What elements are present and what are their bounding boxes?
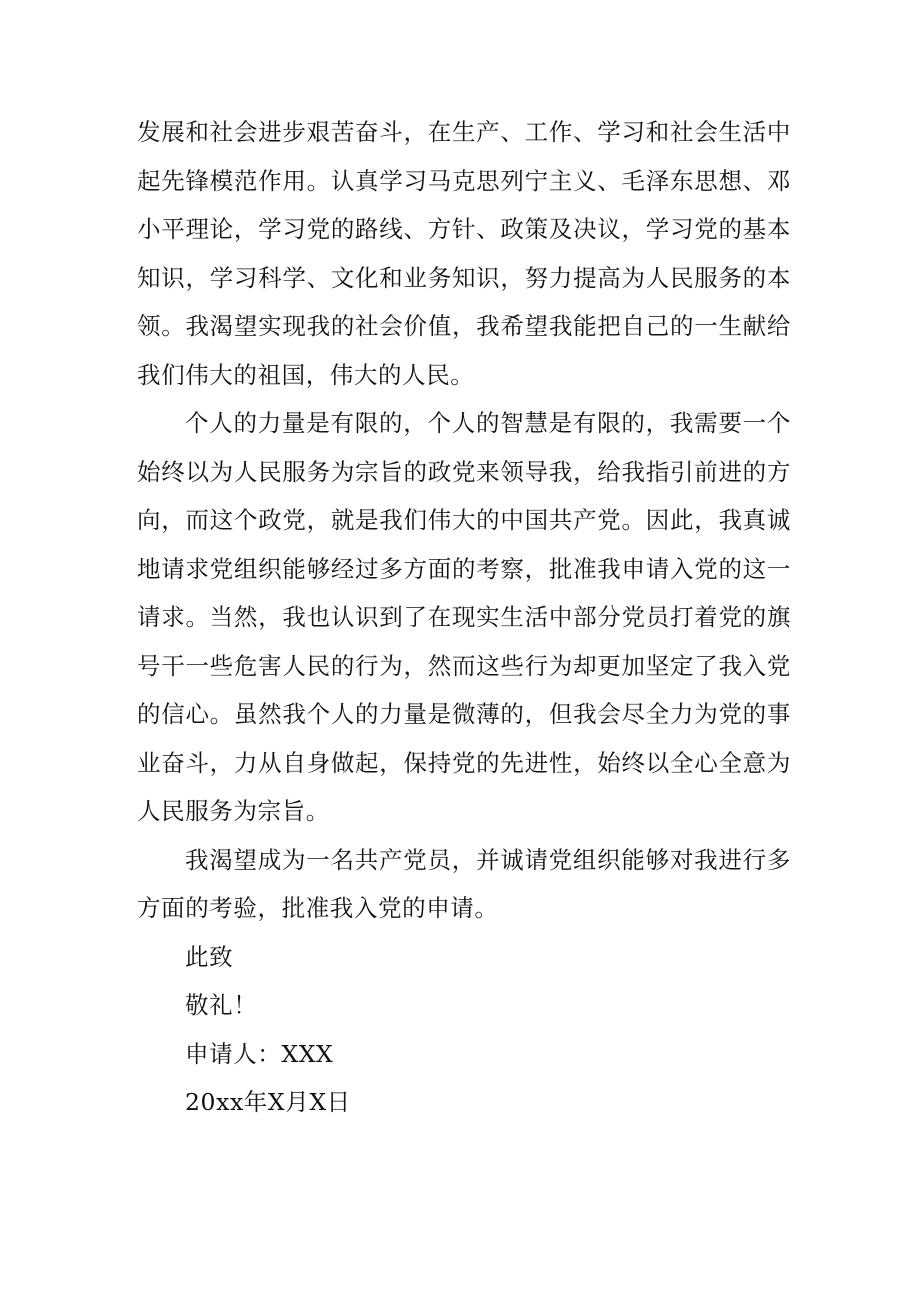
salutation-cizhi: 此致 (185, 942, 234, 971)
application-date: 20xx年X月X日 (185, 1088, 351, 1116)
applicant-signature: 申请人：XXX (185, 1039, 334, 1068)
paragraph-continuation: 发展和社会进步艰苦奋斗，在生产、工作、学习和社会生活中起先锋模范作用。认真学习马克思列宁主义、毛泽东思想、邓小平理论，学习党的路线、方针、政策及决议，学习党的基本知识，学习科学、文化和业务知识，努力提高为人民服务的本领。我渴望实现我的社会价值，我希望我能把自己的一生献给我们伟大的祖国，伟大的人民。 (137, 118, 791, 389)
paragraph-party-leadership: 个人的力量是有限的，个人的智慧是有限的，我需要一个始终以为人民服务为宗旨的政党来领导我，给我指引前进的方向，而这个政党，就是我们伟大的中国共产党。因此，我真诚地请求党组织能够经过多方面的考察，批准我申请入党的这一请求。当然，我也认识到了在现实生活中部分党员打着党的旗号干一些危害人民的行为，然而这些行为却更加坚定了我入党的信心。虽然我个人的力量是微薄的，但我会尽全力为党的事业奋斗，力从自身做起，保持党的先进性，始终以全心全意为人民服务为宗旨。 (137, 409, 791, 825)
letter-body (137, 108, 791, 1127)
paragraph-application-request: 我渴望成为一名共产党员，并诚请党组织能够对我进行多方面的考验，批准我入党的申请。 (137, 845, 791, 922)
salutation-jingli: 敬礼！ (185, 991, 258, 1019)
